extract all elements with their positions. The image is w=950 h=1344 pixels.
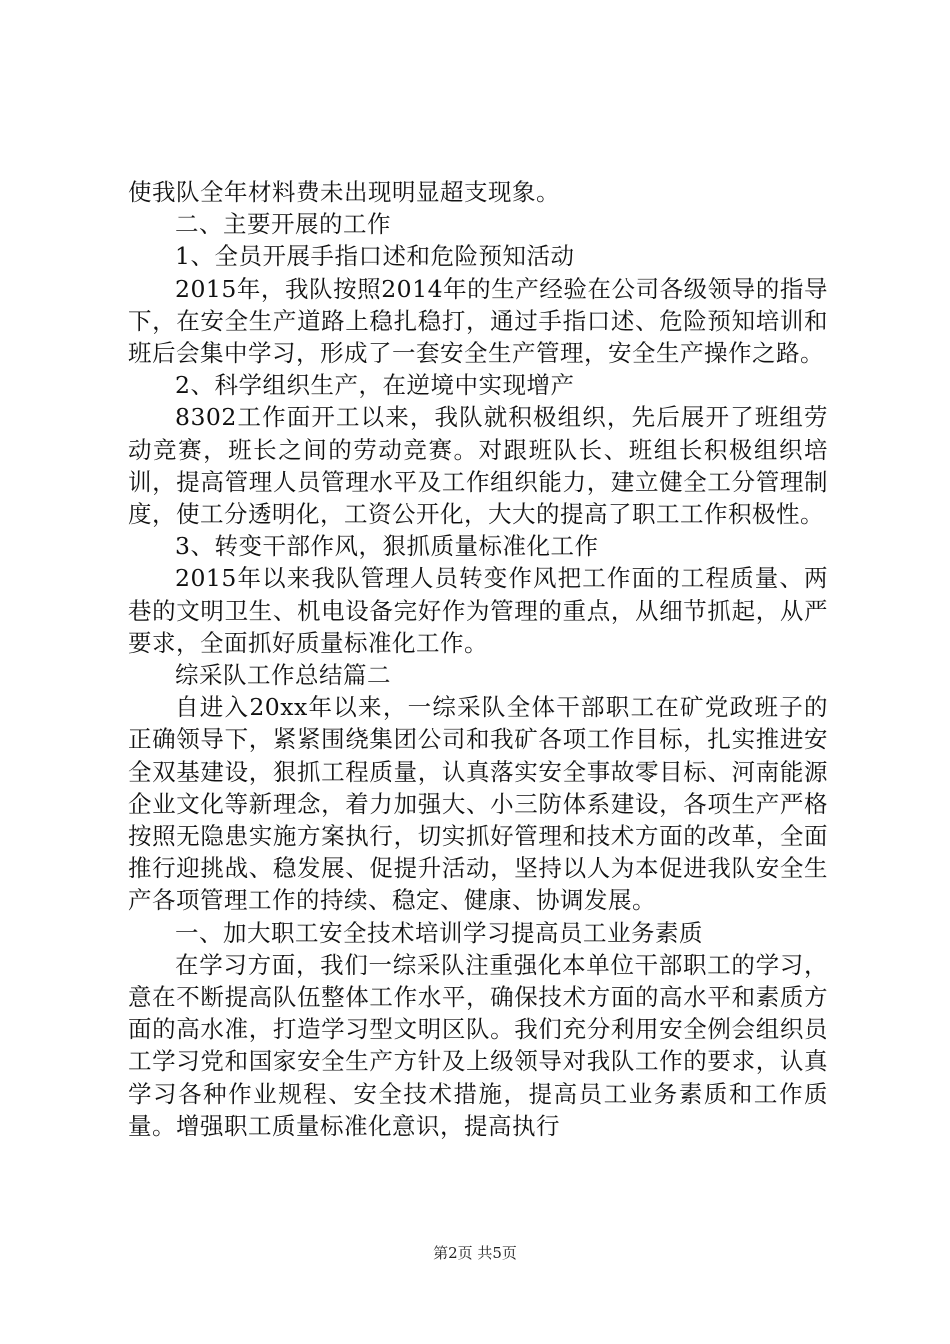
section-heading: 一、加大职工安全技术培训学习提高员工业务素质 <box>175 918 703 947</box>
subsection-heading: 2、科学组织生产，在逆境中实现增产 <box>175 371 575 400</box>
paragraph: 2015年，我队按照2014年的生产经验在公司各级领导的指导下，在安全生产道路上稳扎稳打，通过手指口述、危险预知培训和班后会集中学习，形成了一套安全生产管理，安全生产操作之路。 <box>128 274 828 368</box>
subsection-heading: 3、转变干部作风，狠抓质量标准化工作 <box>175 532 599 561</box>
section-heading: 二、主要开展的工作 <box>175 210 391 239</box>
page-number-footer: 第2页 共5页 <box>433 1244 517 1262</box>
paragraph: 在学习方面，我们一综采队注重强化本单位干部职工的学习，意在不断提高队伍整体工作水平，确保技术方面的高水平和素质方面的高水准，打造学习型文明区队。我们充分利用安全例会组织员工学习党和国家安全生产方针及上级领导对我队工作的要求，认真学习各种作业规程、安全技术措施，提高员工业务素质和工作质量。增强职工质量标准化意识，提高执行 <box>128 950 828 1140</box>
paragraph: 自进入20xx年以来，一综采队全体干部职工在矿党政班子的正确领导下，紧紧围绕集团公司和我矿各项工作目标，扎实推进安全双基建设，狠抓工程质量，认真落实安全事故零目标、河南能源企业文化等新理念，着力加强大、小三防体系建设，各项生产严格按照无隐患实施方案执行，切实抓好管理和技术方面的改革，全面推行迎挑战、稳发展、促提升活动，坚持以人为本促进我队安全生产各项管理工作的持续、稳定、健康、协调发展。 <box>128 693 828 915</box>
article-title: 综采队工作总结篇二 <box>175 661 391 690</box>
paragraph: 使我队全年材料费未出现明显超支现象。 <box>128 178 560 206</box>
paragraph: 2015年以来我队管理人员转变作风把工作面的工程质量、两巷的文明卫生、机电设备完好作为管理的重点，从细节抓起，从严要求，全面抓好质量标准化工作。 <box>128 564 828 657</box>
document-body <box>128 176 828 1142</box>
subsection-heading: 1、全员开展手指口述和危险预知活动 <box>175 242 575 271</box>
paragraph: 8302工作面开工以来，我队就积极组织，先后展开了班组劳动竞赛，班长之间的劳动竞赛。对跟班队长、班组长积极组织培训，提高管理人员管理水平及工作组织能力，建立健全工分管理制度，使工分透明化，工资公开化，大大的提高了职工工作积极性。 <box>128 403 828 529</box>
